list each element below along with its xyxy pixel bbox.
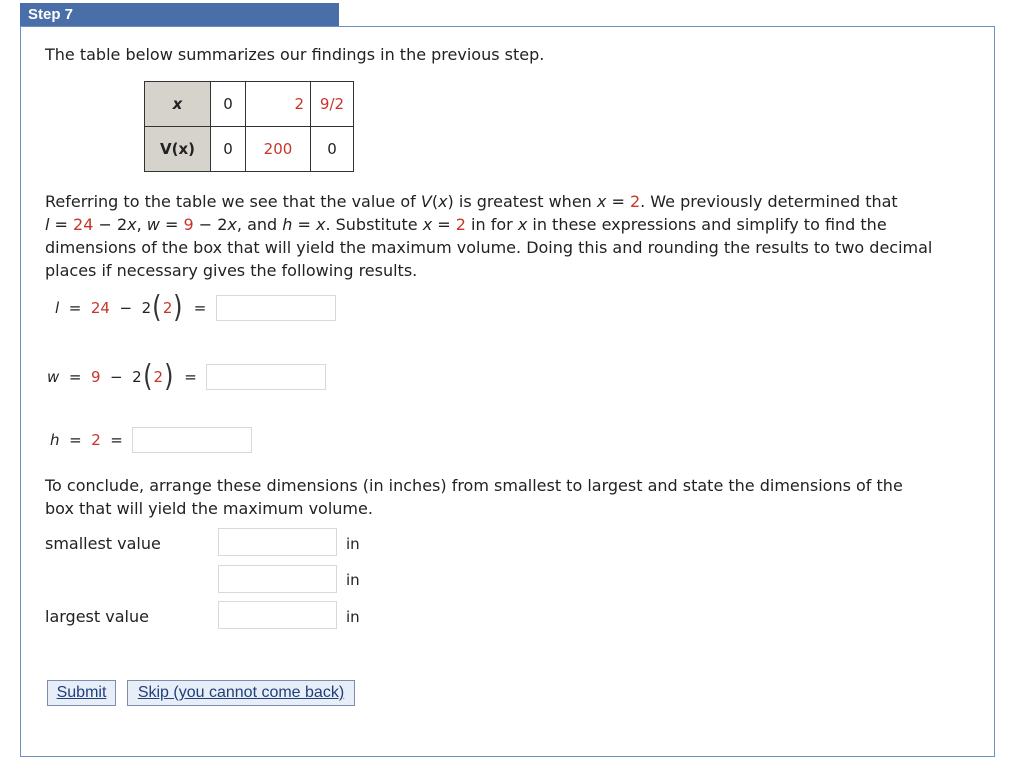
smallest-value-input[interactable] [218, 528, 337, 556]
unit-label: in [346, 535, 360, 553]
eq-op: − [119, 299, 133, 317]
paren-close: ) [164, 359, 174, 394]
explanation-line-1: Referring to the table we see that the value of V(x) is greatest when x = 2. We previously determined that [45, 192, 898, 211]
paren-open: ( [152, 290, 162, 325]
smallest-value-label: smallest value [45, 534, 161, 553]
length-equation [55, 290, 336, 325]
paren-close: ) [173, 290, 183, 325]
explanation-line-3: dimensions of the box that will yield the maximum volume. Doing this and rounding the results to two decimal [45, 238, 933, 257]
explanation-line-2: l = 24 − 2x, w = 9 − 2x, and h = x. Substitute x = 2 in for x in these expressions and simplify to find the [45, 215, 887, 234]
eq-sign: = [69, 431, 82, 449]
step-panel [20, 26, 995, 757]
width-input[interactable] [206, 364, 326, 390]
eq-coef: 2 [132, 368, 142, 386]
table-header-x: x [145, 82, 211, 127]
table-cell: 200 [246, 127, 311, 172]
middle-value-input[interactable] [218, 565, 337, 593]
unit-label: in [346, 571, 360, 589]
table-header-vx: V(x) [145, 127, 211, 172]
summary-table [144, 81, 354, 172]
eq-op: − [110, 368, 123, 386]
eq-sign: = [110, 431, 123, 449]
eq-sign: = [193, 299, 207, 317]
table-cell: 0 [311, 127, 354, 172]
table-row [145, 127, 354, 172]
eq-var: w [47, 368, 60, 386]
table-row [145, 82, 354, 127]
skip-button[interactable]: Skip (you cannot come back) [127, 680, 355, 706]
paren-open: ( [142, 359, 153, 394]
conclude-line-2: box that will yield the maximum volume. [45, 499, 373, 518]
eq-coef: 2 [141, 299, 152, 317]
table-cell: 0 [211, 82, 246, 127]
submit-button[interactable]: Submit [47, 680, 116, 706]
height-equation [50, 427, 252, 453]
conclude-line-1: To conclude, arrange these dimensions (in inches) from smallest to largest and state the dimensions of the [45, 476, 903, 495]
eq-term: 9 [90, 368, 101, 386]
eq-var: h [50, 431, 60, 449]
table-cell: 9/2 [311, 82, 354, 127]
table-cell: 0 [211, 127, 246, 172]
intro-text: The table below summarizes our findings in the previous step. [45, 45, 545, 64]
step-title: Step 7 [20, 3, 339, 27]
eq-sign: = [68, 368, 82, 386]
eq-var: l [55, 299, 60, 317]
eq-sign: = [184, 368, 197, 386]
unit-label: in [346, 608, 360, 626]
eq-term: 24 [90, 299, 110, 317]
eq-sub-value: 2 [153, 368, 163, 386]
largest-value-label: largest value [45, 607, 149, 626]
eq-sign: = [68, 299, 82, 317]
largest-value-input[interactable] [218, 601, 337, 629]
eq-term: 2 [91, 431, 101, 449]
explanation-line-4: places if necessary gives the following results. [45, 261, 418, 280]
table-cell: 2 [246, 82, 311, 127]
eq-sub-value: 2 [162, 299, 173, 317]
width-equation [47, 359, 326, 394]
height-input[interactable] [132, 427, 252, 453]
length-input[interactable] [216, 295, 336, 321]
